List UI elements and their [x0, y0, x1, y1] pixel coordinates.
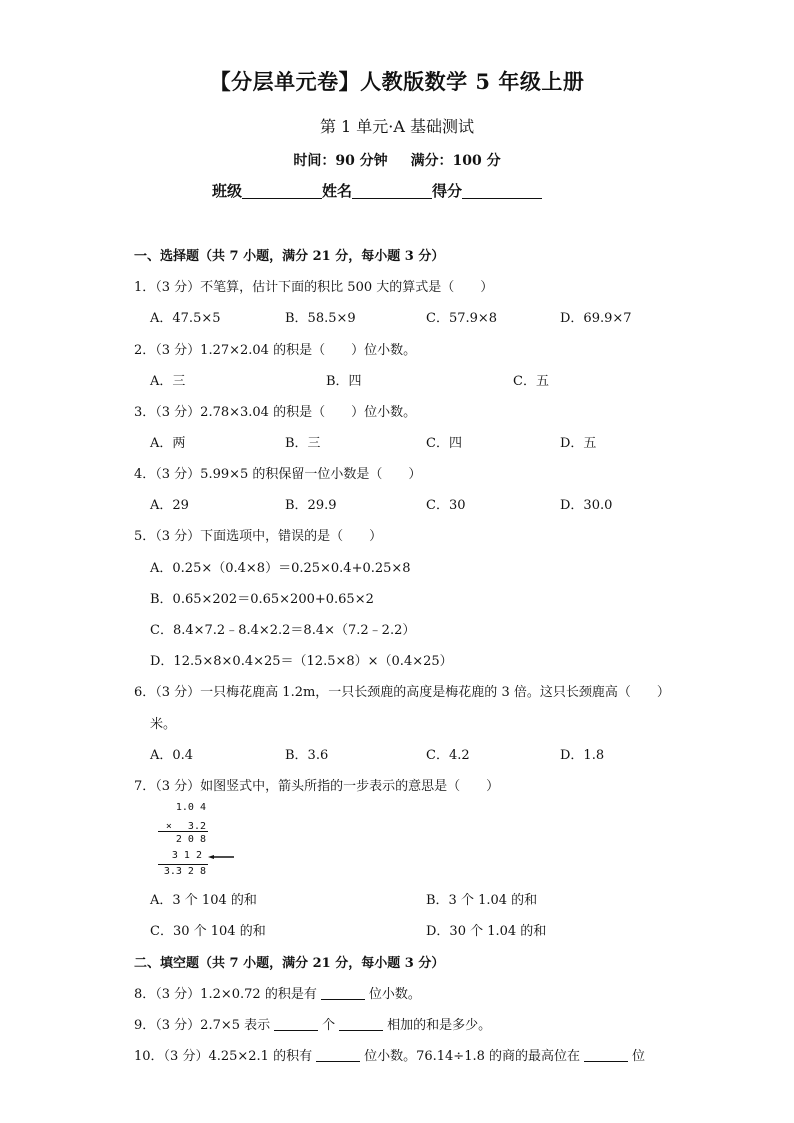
figure-row-multiplier: × 3.2	[165, 821, 206, 832]
exam-meta	[0, 150, 794, 170]
question-7-option-b[interactable]: B．3 个 1.04 的和	[426, 893, 538, 908]
question-3-option-a[interactable]: A．两	[150, 436, 186, 451]
question-6-stem-continued: 米。	[150, 717, 177, 732]
question-10	[134, 1045, 645, 1064]
question-9-blank-2[interactable]	[339, 1018, 383, 1031]
question-9-text-1: 9．（3 分）2.7×5 表示	[134, 1018, 271, 1033]
name-blank[interactable]	[352, 182, 432, 199]
question-1-option-c[interactable]: C．57.9×8	[426, 311, 498, 326]
question-8-blank[interactable]	[321, 987, 365, 1000]
grade-label: 得分	[432, 182, 463, 200]
question-7-option-a[interactable]: A．3 个 104 的和	[150, 893, 257, 908]
question-9	[134, 1014, 491, 1033]
student-info	[212, 180, 542, 201]
page-title: 【分层单元卷】人教版数学 5 年级上册	[209, 69, 585, 94]
question-8-text-2: 位小数。	[368, 987, 421, 1002]
question-6-option-c[interactable]: C．4.2	[426, 748, 470, 763]
question-5-option-d[interactable]: D．12.5×8×0.4×25＝（12.5×8）×（0.4×25）	[150, 654, 453, 669]
question-1-option-a[interactable]: A．47.5×5	[150, 311, 221, 326]
question-10-blank-2[interactable]	[584, 1049, 628, 1062]
question-10-text-3: 位	[632, 1049, 646, 1064]
section-heading-fill: 二、填空题（共 7 小题，满分 21 分，每小题 3 分）	[134, 956, 445, 971]
question-4-stem: 4．（3 分）5.99×5 的积保留一位小数是（ ）	[134, 467, 422, 482]
arrow-left-icon	[208, 855, 234, 859]
question-1-option-d[interactable]: D．69.9×7	[560, 311, 632, 326]
vertical-multiplication-figure	[150, 802, 240, 880]
full-score: 满分：100 分	[410, 153, 501, 169]
question-3-option-b[interactable]: B．三	[285, 436, 321, 451]
class-label: 班级	[212, 182, 243, 200]
figure-rule-1	[158, 831, 208, 832]
figure-row-multiplicand: 1.0 4	[175, 802, 206, 813]
name-label: 姓名	[322, 182, 353, 200]
question-1-stem: 1．（3 分）不笔算，估计下面的积比 500 大的算式是（ ）	[134, 280, 494, 295]
question-3-option-c[interactable]: C．四	[426, 436, 462, 451]
question-5-option-a[interactable]: A．0.25×（0.4×8）＝0.25×0.4+0.25×8	[150, 561, 411, 576]
question-4-option-c[interactable]: C．30	[426, 498, 466, 513]
question-7-option-c[interactable]: C．30 个 104 的和	[150, 924, 266, 939]
question-3-stem: 3．（3 分）2.78×3.04 的积是（ ）位小数。	[134, 405, 417, 420]
question-1-option-b[interactable]: B．58.5×9	[285, 311, 356, 326]
figure-row-product: 3.3 2 8	[163, 866, 206, 877]
time-limit: 时间：90 分钟	[293, 153, 388, 169]
question-9-text-2: 个	[322, 1018, 336, 1033]
question-5-option-c[interactable]: C．8.4×7.2﹣8.4×2.2＝8.4×（7.2﹣2.2）	[150, 623, 416, 638]
question-8	[134, 983, 421, 1002]
question-2-stem: 2．（3 分）1.27×2.04 的积是（ ）位小数。	[134, 343, 417, 358]
question-9-text-3: 相加的和是多少。	[387, 1018, 492, 1033]
question-2-option-c[interactable]: C．五	[513, 374, 549, 389]
page-subtitle: 第 1 单元·A 基础测试	[319, 117, 475, 136]
figure-row-partial-2: 3 1 2	[171, 850, 202, 861]
figure-row-partial-1: 2 0 8	[175, 834, 206, 845]
question-10-text-2: 位小数。76.14÷1.8 的商的最高位在	[364, 1049, 581, 1064]
question-2-option-a[interactable]: A．三	[150, 374, 186, 389]
question-5-option-b[interactable]: B．0.65×202＝0.65×200+0.65×2	[150, 592, 374, 607]
question-4-option-a[interactable]: A．29	[150, 498, 189, 513]
section-heading-choice: 一、选择题（共 7 小题，满分 21 分，每小题 3 分）	[134, 249, 445, 264]
question-6-option-b[interactable]: B．3.6	[285, 748, 329, 763]
question-4-option-d[interactable]: D．30.0	[560, 498, 613, 513]
question-10-text-1: 10．（3 分）4.25×2.1 的积有	[134, 1049, 313, 1064]
question-5-stem: 5．（3 分）下面选项中，错误的是（ ）	[134, 529, 383, 544]
class-blank[interactable]	[242, 182, 322, 199]
question-8-text-1: 8．（3 分）1.2×0.72 的积是有	[134, 987, 317, 1002]
question-9-blank-1[interactable]	[274, 1018, 318, 1031]
figure-rule-2	[158, 864, 208, 865]
question-7-option-d[interactable]: D．30 个 1.04 的和	[426, 924, 547, 939]
question-6-stem: 6．（3 分）一只梅花鹿高 1.2m，一只长颈鹿的高度是梅花鹿的 3 倍。这只长颈鹿高（ ）	[134, 685, 670, 700]
grade-blank[interactable]	[462, 182, 542, 199]
question-6-option-d[interactable]: D．1.8	[560, 748, 605, 763]
question-2-option-b[interactable]: B．四	[326, 374, 362, 389]
question-4-option-b[interactable]: B．29.9	[285, 498, 337, 513]
question-10-blank-1[interactable]	[316, 1049, 360, 1062]
question-3-option-d[interactable]: D．五	[560, 436, 597, 451]
question-7-stem: 7．（3 分）如图竖式中，箭头所指的一步表示的意思是（ ）	[134, 779, 500, 794]
question-6-option-a[interactable]: A．0.4	[150, 748, 194, 763]
